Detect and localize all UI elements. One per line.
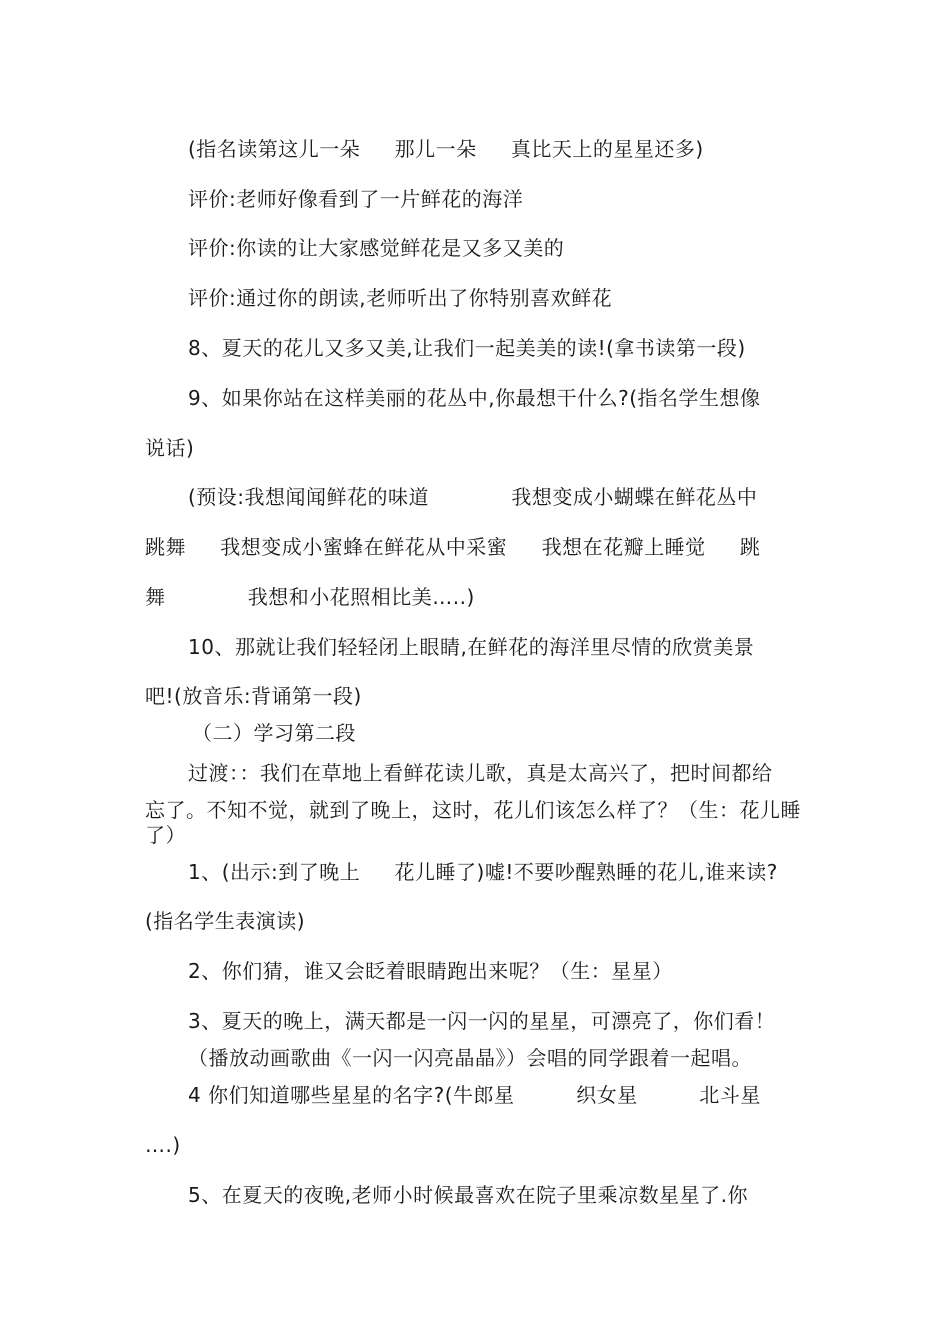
text-line: 吧!(放音乐:背诵第一段): [145, 684, 362, 708]
text-line: 10、那就让我们轻轻闭上眼睛,在鲜花的海洋里尽情的欣赏美景: [188, 635, 755, 659]
text-line: 2、你们猜，谁又会眨着眼睛跑出来呢？（生：星星）: [188, 959, 673, 983]
text-line: 4 你们知道哪些星星的名字?(牛郎星 织女星 北斗星: [188, 1083, 761, 1107]
text-line: 8、夏天的花儿又多又美,让我们一起美美的读!(拿书读第一段): [188, 336, 746, 360]
section-heading: （二）学习第二段: [192, 721, 356, 745]
text-line: 说话): [145, 436, 195, 460]
text-line: 3、夏天的晚上，满天都是一闪一闪的星星，可漂亮了，你们看！: [188, 1009, 776, 1033]
text-line: 过渡：：我们在草地上看鲜花读儿歌，真是太高兴了，把时间都给: [188, 761, 773, 785]
text-line: 评价:老师好像看到了一片鲜花的海洋: [188, 187, 524, 211]
text-line: 了）: [145, 823, 186, 847]
text-line: (指名学生表演读): [145, 909, 306, 933]
text-line: 忘了。不知不觉，就到了晚上，这时，花儿们该怎么样了？（生：花儿睡: [145, 798, 801, 822]
text-line: 1、(出示:到了晚上 花儿睡了)嘘!不要吵醒熟睡的花儿,谁来读?: [188, 860, 778, 884]
text-line: 评价:通过你的朗读,老师听出了你特别喜欢鲜花: [188, 286, 613, 310]
text-line: (指名读第这儿一朵 那儿一朵 真比天上的星星还多): [188, 137, 704, 161]
text-line: 9、如果你站在这样美丽的花丛中,你最想干什么?(指名学生想像: [188, 386, 761, 410]
text-line: 评价:你读的让大家感觉鲜花是又多又美的: [188, 236, 565, 260]
text-line: (预设:我想闻闻鲜花的味道 我想变成小蝴蝶在鲜花丛中: [188, 485, 758, 509]
text-line: 5、在夏天的夜晚,老师小时候最喜欢在院子里乘凉数星星了.你: [188, 1183, 748, 1207]
text-line: ….): [145, 1133, 181, 1157]
text-line: 舞 我想和小花照相比美…..): [145, 585, 475, 609]
text-line: 跳舞 我想变成小蜜蜂在鲜花从中采蜜 我想在花瓣上睡觉 跳: [145, 535, 761, 559]
text-line: （播放动画歌曲《一闪一闪亮晶晶》）会唱的同学跟着一起唱。: [188, 1046, 752, 1070]
